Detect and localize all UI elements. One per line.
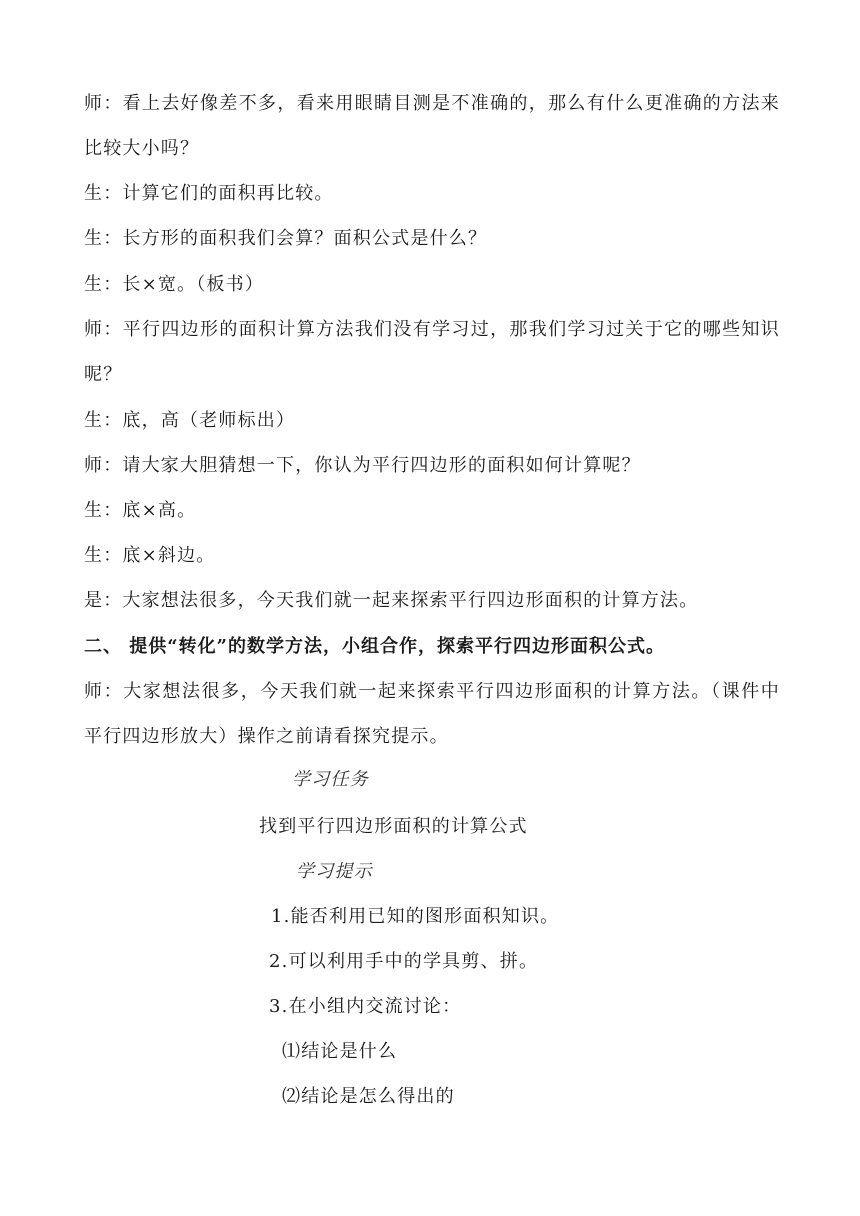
hint-item-3: 3.在小组内交流讨论： bbox=[269, 996, 462, 1017]
hint-item-2: 2.可以利用手中的学具剪、拼。 bbox=[269, 951, 539, 972]
sub-hint-1: ⑴结论是什么 bbox=[282, 1041, 398, 1062]
task-title: 学习任务 bbox=[292, 769, 369, 790]
hint-title: 学习提示 bbox=[296, 861, 373, 882]
dialogue-line-10: 是：大家想法很多，今天我们就一起来探索平行四边形面积的计算方法。 bbox=[84, 590, 699, 611]
dialogue-line-9: 生：底×斜边。 bbox=[84, 545, 216, 566]
intro-paragraph: 师：大家想法很多，今天我们就一起来探索平行四边形面积的计算方法。（课件中平行四边形放大）操作之前请看探究提示。 bbox=[84, 681, 780, 747]
dialogue-line-2: 生：计算它们的面积再比较。 bbox=[84, 183, 334, 204]
dialogue-line-6: 生：底，高（老师标出） bbox=[84, 410, 296, 431]
dialogue-line-7: 师：请大家大胆猜想一下，你认为平行四边形的面积如何计算呢？ bbox=[84, 455, 641, 476]
dialogue-line-4: 生：长×宽。（板书） bbox=[84, 274, 265, 295]
dialogue-line-8: 生：底×高。 bbox=[84, 500, 197, 521]
sub-hint-2: ⑵结论是怎么得出的 bbox=[282, 1086, 455, 1107]
dialogue-line-3: 生：长方形的面积我们会算？面积公式是什么？ bbox=[84, 228, 488, 249]
task-text: 找到平行四边形面积的计算公式 bbox=[259, 816, 528, 837]
hint-item-1: 1.能否利用已知的图形面积知识。 bbox=[271, 906, 560, 927]
dialogue-line-5: 师：平行四边形的面积计算方法我们没有学习过，那我们学习过关于它的哪些知识呢？ bbox=[84, 319, 780, 385]
dialogue-line-1: 师：看上去好像差不多，看来用眼睛目测是不准确的，那么有什么更准确的方法来比较大小吗？ bbox=[84, 93, 780, 159]
section-heading: 二、 提供“转化”的数学方法，小组合作，探索平行四边形面积公式。 bbox=[84, 636, 665, 657]
